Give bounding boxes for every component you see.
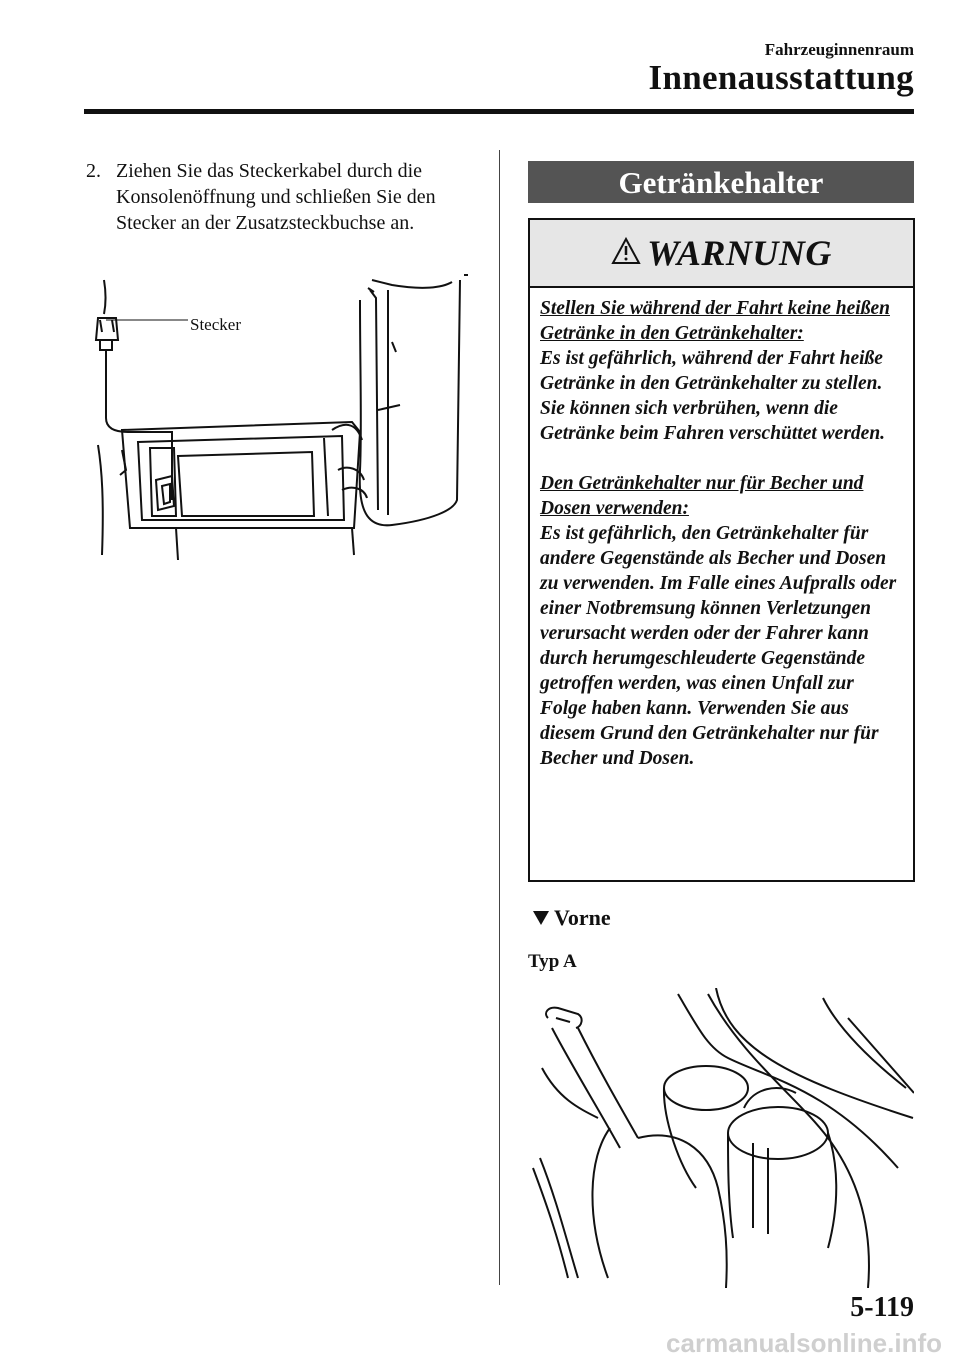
warning-text-2: Es ist gefährlich, den Getränkehalter für andere Gegenstände als Becher und Dosen zu verwenden. Im Falle eines Aufpralls oder einer Notbremsung können Verletzungen verursacht werden oder der Fahrer kann durch herumgeschleuderte Gegenstände getroffen werden, was einen Unfall zur Folge haben kann. Verwenden Sie aus diesem Grund den Getränkehalter nur für Becher und Dosen.	[540, 523, 897, 769]
warning-header	[530, 220, 913, 288]
warning-heading-2: Den Getränkehalter nur für Becher und Dosen verwenden:	[540, 473, 864, 519]
console-plug-illustration	[92, 270, 468, 565]
instruction-step	[86, 158, 486, 236]
warning-heading-1: Stellen Sie während der Fahrt keine heißen Getränke in den Getränkehalter:	[540, 298, 890, 344]
plug-callout-label: Stecker	[190, 315, 241, 334]
warning-body	[530, 288, 913, 771]
header-section-label: Fahrzeuginnenraum	[764, 40, 914, 59]
header-rule	[84, 109, 914, 114]
down-triangle-icon	[532, 910, 550, 926]
warning-triangle-icon	[611, 237, 641, 265]
type-label: Typ A	[528, 951, 577, 972]
subsection-title: Vorne	[554, 905, 611, 930]
warning-box	[528, 218, 915, 882]
cup-holder-illustration	[528, 988, 914, 1288]
warning-title: WARNUNG	[647, 233, 832, 273]
step-number: 2.	[86, 160, 101, 182]
page-title: Innenausstattung	[648, 58, 914, 97]
step-text: Ziehen Sie das Steckerkabel durch die Konsolenöffnung und schließen Sie den Stecker an der Zusatzsteckbuchse an.	[116, 160, 436, 234]
subsection-heading	[532, 905, 611, 931]
column-divider	[499, 150, 500, 1285]
page-number: 5-119	[850, 1292, 914, 1323]
paragraph-gap	[540, 446, 903, 471]
warning-text-1: Es ist gefährlich, während der Fahrt heiße Getränke in den Getränkehalter zu stellen. Sie können sich verbrühen, wenn die Getränke beim Fahren verschüttet werden.	[540, 348, 886, 444]
section-banner: Getränkehalter	[528, 161, 914, 203]
watermark: carmanualsonline.info	[666, 1328, 942, 1358]
